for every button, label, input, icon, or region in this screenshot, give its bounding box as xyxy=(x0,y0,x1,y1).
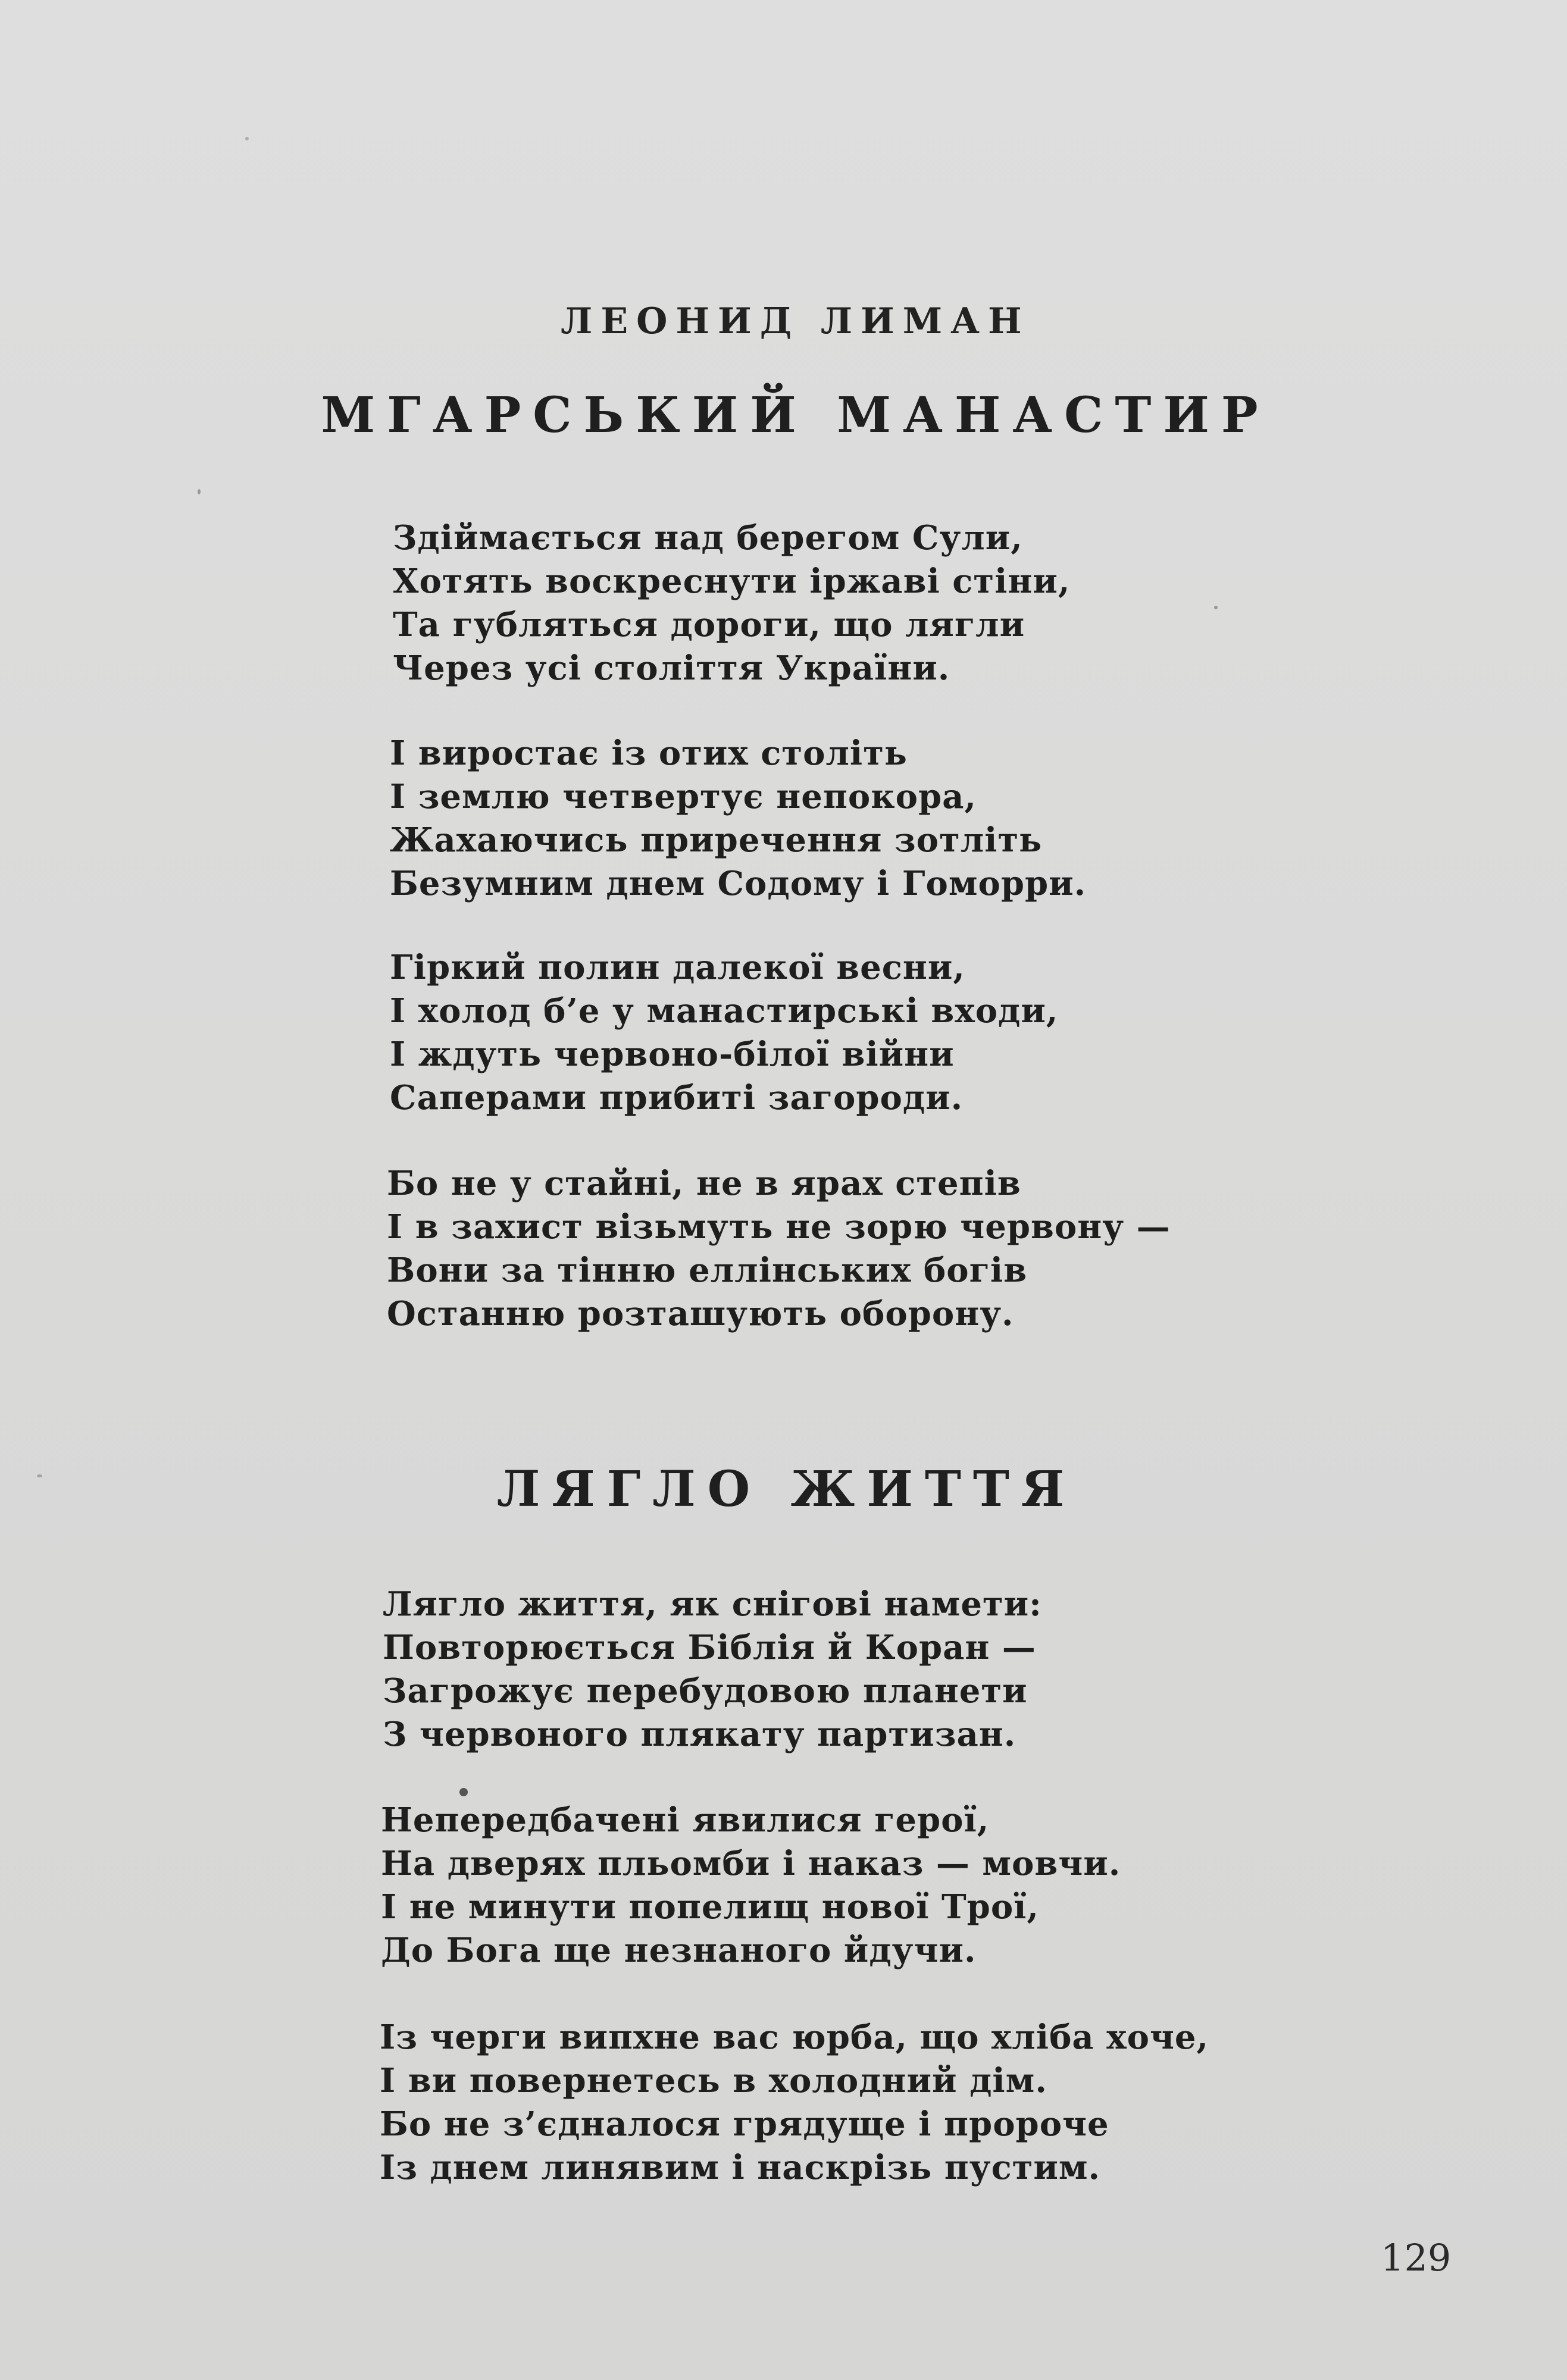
verse-line: Саперами прибиті загороди. xyxy=(390,1078,964,1117)
paper-speck xyxy=(198,489,201,494)
paper-speck xyxy=(459,1788,468,1796)
verse-line: Бо не з’єдналося грядуще і пророче xyxy=(380,2105,1109,2144)
verse-line: Із днем линявим і наскрізь пустим. xyxy=(380,2148,1101,2187)
verse-line: Бо не у стайні, не в ярах степів xyxy=(387,1164,1021,1203)
verse-line: Лягло життя, як снігові намети: xyxy=(383,1584,1042,1624)
paper-speck xyxy=(1214,606,1218,609)
verse-line: І не минути попелищ нової Трої, xyxy=(381,1887,1039,1927)
paper-speck xyxy=(37,1474,42,1477)
verse-line: Та губляться дороги, що лягли xyxy=(393,605,1025,644)
verse-line: Гіркий полин далекої весни, xyxy=(390,948,965,987)
verse-line: Через усі століття України. xyxy=(393,649,950,688)
stanza xyxy=(387,1162,1171,1336)
verse-line: І ви повернетесь в холодний дім. xyxy=(380,2061,1047,2100)
verse-line: До Бога ще незнаного йдучи. xyxy=(381,1931,977,1970)
verse-line: Загрожує перебудовою планети xyxy=(383,1671,1028,1711)
verse-line: Повторюється Біблія й Коран — xyxy=(383,1628,1036,1667)
verse-line: Жахаючись приречення зотліть xyxy=(390,821,1043,860)
paper-speck xyxy=(245,137,249,140)
stanza xyxy=(380,2016,1209,2190)
verse-line: Із черги випхне вас юрба, що хліба хоче, xyxy=(380,2018,1209,2057)
verse-line: І виростає із отих століть xyxy=(390,734,908,773)
stanza xyxy=(383,1583,1042,1756)
verse-line: І ждуть червоно-білої війни xyxy=(390,1035,955,1074)
verse-line: З червоного плякату партизан. xyxy=(383,1715,1016,1754)
poem-title: МГАРСЬКИЙ МАНАСТИР xyxy=(321,387,1270,444)
verse-line: Останню розташують оборону. xyxy=(387,1294,1014,1333)
verse-line: На дверях пльомби і наказ — мовчи. xyxy=(381,1844,1121,1883)
poem-title: ЛЯГЛО ЖИТТЯ xyxy=(496,1461,1077,1518)
verse-line: Здіймається над берегом Сули, xyxy=(393,518,1023,558)
stanza xyxy=(390,732,1086,906)
verse-line: Хотять воскреснути іржаві стіни, xyxy=(393,562,1071,601)
verse-line: І землю четвертує непокора, xyxy=(390,777,977,816)
verse-line: І в захист візьмуть не зорю червону — xyxy=(387,1207,1171,1247)
verse-line: І холод б’е у манастирські входи, xyxy=(390,991,1059,1031)
stanza xyxy=(393,516,1070,690)
verse-line: Непередбачені явилися герої, xyxy=(381,1800,990,1840)
stanza xyxy=(381,1799,1121,1972)
verse-line: Безумним днем Содому і Гоморри. xyxy=(390,864,1087,903)
verse-line: Вони за тінню еллінських богів xyxy=(387,1251,1028,1290)
page-number: 129 xyxy=(1381,2236,1452,2279)
author-name: ЛЕОНИД ЛИМАН xyxy=(561,300,1030,342)
stanza xyxy=(390,946,1058,1120)
